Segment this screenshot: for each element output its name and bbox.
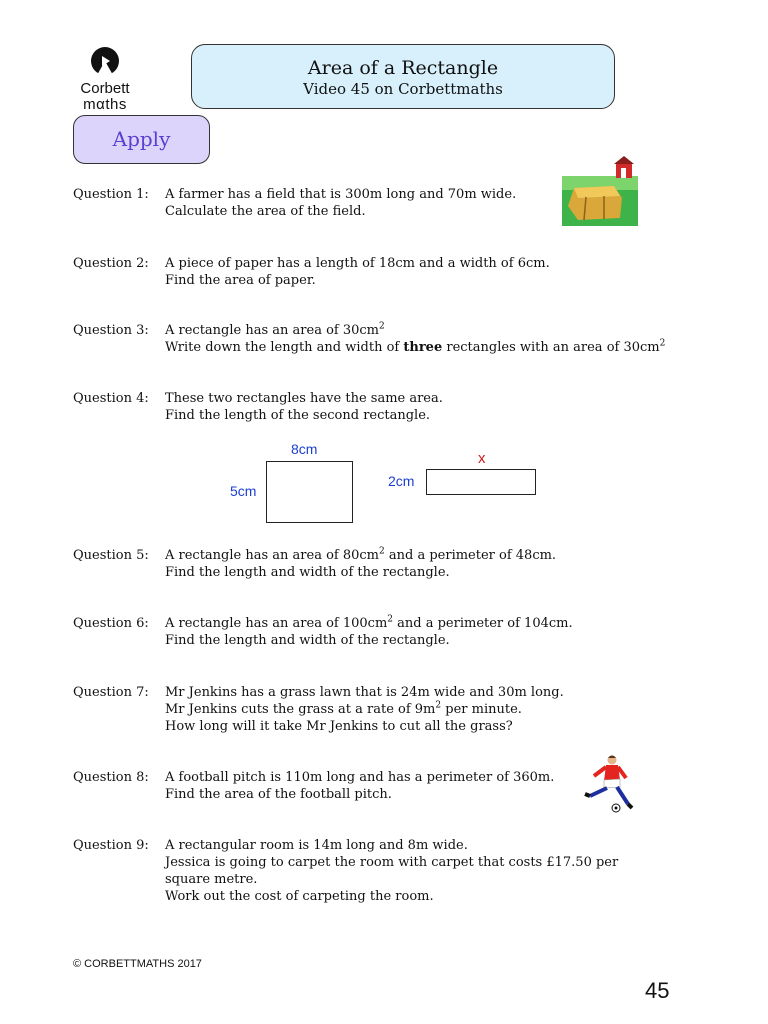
question-label: Question 7: [73, 685, 149, 700]
bold-word: three [403, 340, 443, 355]
title-box [191, 44, 615, 109]
question-text: and a perimeter of 104cm. [393, 616, 573, 631]
rect2-width-label: x [478, 450, 486, 467]
rectangle-2 [426, 469, 536, 495]
question-label: Question 5: [73, 548, 149, 563]
superscript: 2 [379, 546, 385, 557]
question-label: Question 3: [73, 323, 149, 338]
rect2-height-label: 2cm [388, 473, 415, 489]
question-text: A piece of paper has a length of 18cm and a width of 6cm. [165, 256, 550, 271]
question-text: A rectangle has an area of 100cm [165, 616, 388, 631]
question-text: Mr Jenkins cuts the grass at a rate of 9m [165, 702, 436, 717]
question-label: Question 1: [73, 187, 149, 202]
question-label: Question 6: [73, 616, 149, 631]
superscript: 2 [387, 614, 394, 625]
question-text: Jessica is going to carpet the room with carpet that costs £17.50 per square metre. [165, 855, 619, 887]
question-label: Question 8: [73, 770, 149, 785]
page-subtitle: Video 45 on Corbettmaths [303, 80, 503, 98]
corbettmaths-logo [76, 46, 134, 112]
question-text: A football pitch is 110m long and has a perimeter of 360m. [165, 770, 555, 785]
corbettmaths-logo-icon [90, 46, 120, 80]
superscript: 2 [435, 700, 442, 711]
question-text: Find the area of the football pitch. [165, 787, 392, 802]
question-text: A farmer has a field that is 300m long and 70m wide. [165, 187, 517, 202]
apply-label: Apply [73, 115, 210, 164]
question-text: A rectangle has an area of 30cm [165, 323, 380, 338]
copyright-footer: © CORBETTMATHS 2017 [73, 958, 202, 970]
question-text: Calculate the area of the field. [165, 204, 366, 219]
question-text: Find the length and width of the rectangle. [165, 633, 450, 648]
superscript: 2 [379, 321, 385, 332]
question-text: These two rectangles have the same area. [165, 391, 443, 406]
question-text: Work out the cost of carpeting the room. [165, 889, 434, 904]
question-text: Find the area of paper. [165, 273, 316, 288]
rect1-width-label: 8cm [291, 441, 318, 457]
question-text: rectangles with an area of 30cm [442, 340, 660, 355]
question-text: Find the length and width of the rectangle. [165, 565, 450, 580]
question-label: Question 9: [73, 838, 149, 853]
question-text: Write down the length and width of [165, 340, 404, 355]
superscript: 2 [659, 338, 666, 349]
hay-bale-farm-icon [560, 156, 640, 228]
footballer-icon [582, 754, 640, 814]
question-text: Find the length of the second rectangle. [165, 408, 431, 423]
question-label: Question 2: [73, 256, 149, 271]
question-text: and a perimeter of 48cm. [384, 548, 557, 563]
rect1-height-label: 5cm [230, 483, 257, 499]
logo-text-corbett: Corbett [80, 80, 130, 97]
question-text: A rectangular room is 14m long and 8m wide. [165, 838, 468, 853]
question-text: per minute. [441, 702, 522, 717]
page-title: Area of a Rectangle [307, 57, 499, 79]
rectangle-1 [266, 461, 353, 523]
question-text: A rectangle has an area of 80cm [165, 548, 380, 563]
question-text: How long will it take Mr Jenkins to cut all the grass? [165, 719, 513, 734]
question-text: Mr Jenkins has a grass lawn that is 24m wide and 30m long. [165, 685, 564, 700]
page-number: 45 [645, 978, 670, 1003]
logo-text-maths: mαths [83, 96, 127, 113]
question-label: Question 4: [73, 391, 149, 406]
rectangles-diagram [220, 438, 550, 533]
